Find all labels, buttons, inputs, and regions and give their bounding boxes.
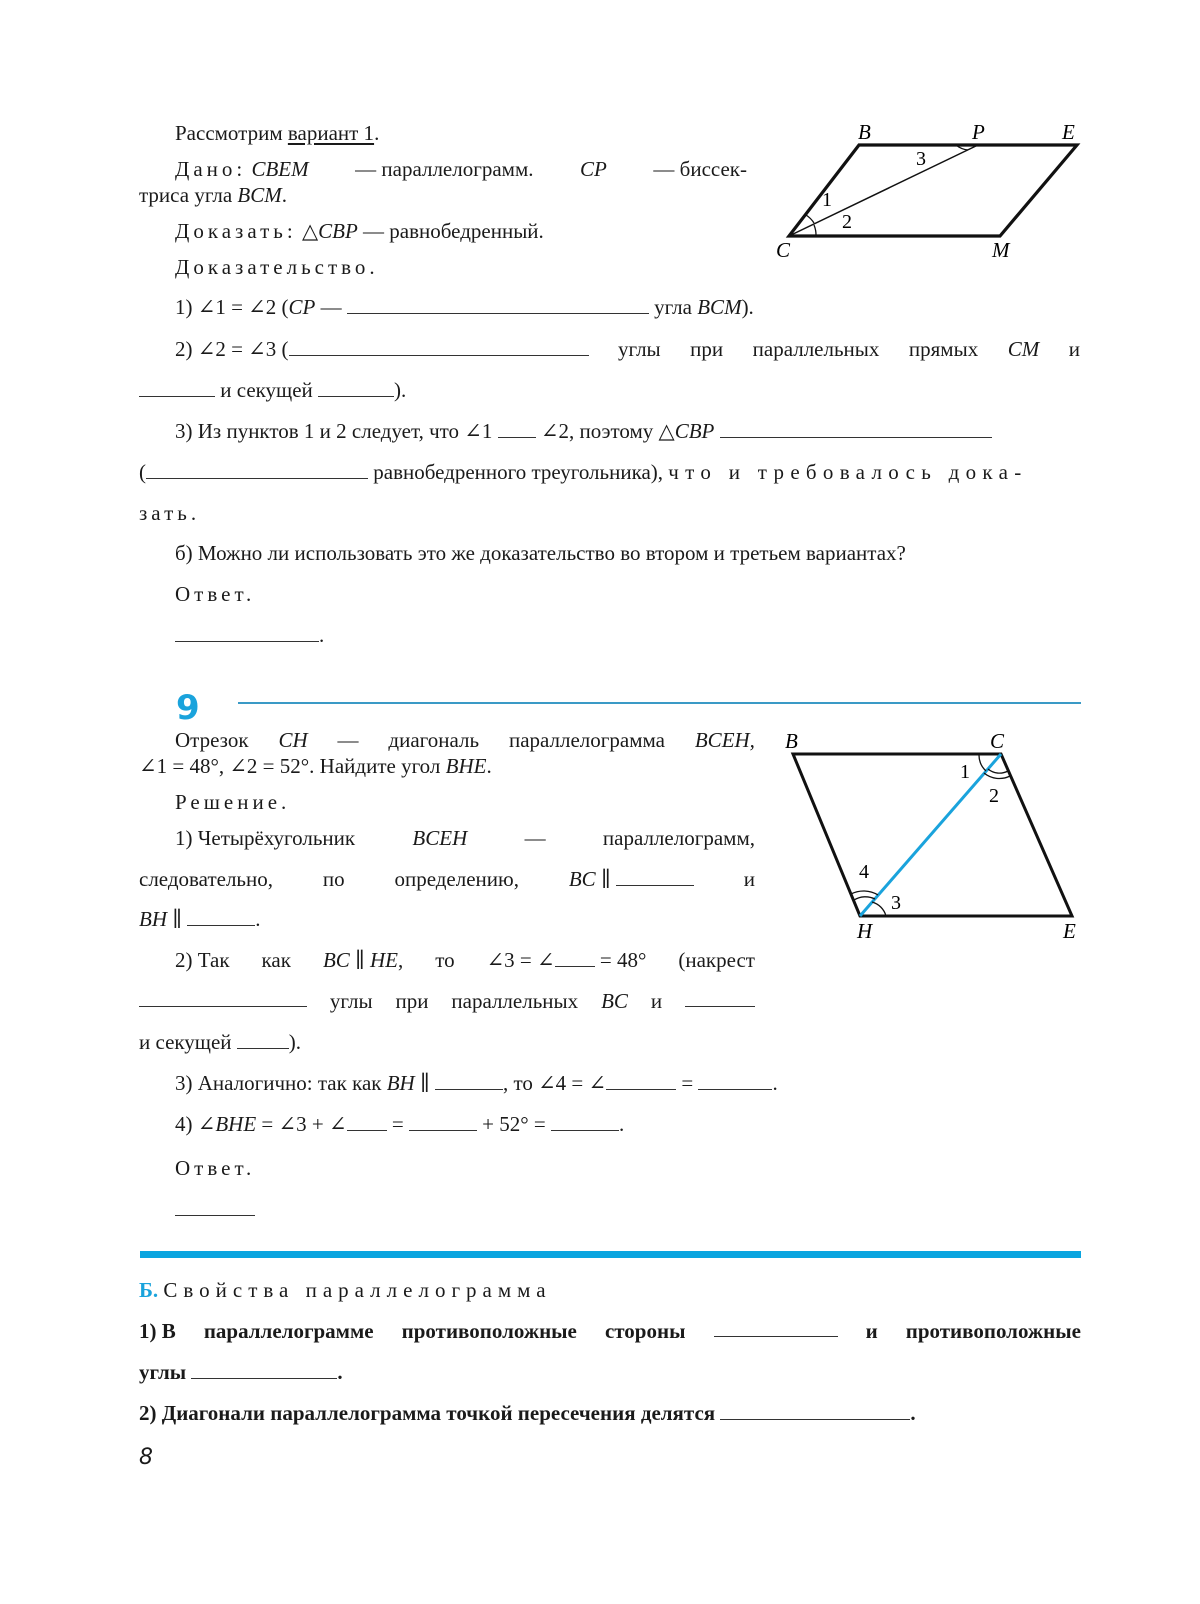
answer-blank[interactable] — [698, 1071, 772, 1090]
vertex-m-label: M — [992, 238, 1010, 262]
p2-text: 2) Диагонали параллелограмма точкой пересечения делятся — [139, 1401, 721, 1425]
answer-blank[interactable] — [187, 907, 255, 926]
answer-blank[interactable] — [289, 337, 589, 356]
step1-text: 1) ∠1 = ∠2 ( — [175, 295, 289, 319]
answer-blank[interactable] — [551, 1112, 619, 1131]
angle-3-label: 3 — [891, 892, 901, 914]
parallel-symbol: ∥ — [595, 867, 616, 891]
prove-label: Доказать: — [175, 219, 297, 243]
answer-blank[interactable] — [606, 1071, 676, 1090]
step1-dash: — — [315, 295, 347, 319]
s3-text: 3) Аналогично: так как — [175, 1071, 387, 1095]
solution-step-2-end — [139, 1029, 301, 1055]
given-figure: CBEM — [251, 157, 309, 181]
s2-word: при — [395, 989, 429, 1013]
angle-2-label: 2 — [989, 785, 999, 807]
intro-text: Рассмотрим — [175, 121, 288, 145]
task-divider — [238, 702, 1081, 704]
angle-4-arc-outer — [851, 891, 878, 895]
answer-blank[interactable] — [435, 1071, 503, 1090]
step3-text-2: ∠2, поэтому △ — [535, 419, 675, 443]
answer-blank[interactable] — [237, 1030, 289, 1049]
angle-1-label: 1 — [822, 189, 832, 211]
cond-word: диагональ — [388, 728, 480, 752]
s1-period: . — [255, 907, 261, 931]
step3-text: 3) Из пунктов 1 и 2 следует, что ∠1 — [175, 419, 498, 443]
step1-angle: BCM — [697, 295, 742, 319]
s1-word: по — [322, 867, 345, 891]
cond-segment: CH — [278, 728, 308, 752]
s1-text: 1) Четырёхугольник — [175, 826, 356, 850]
p1-word: стороны — [604, 1319, 686, 1343]
s2-value: = 48° — [594, 948, 647, 972]
task9-answer-label: Ответ. — [175, 1156, 256, 1180]
s2-word: параллельных — [451, 989, 579, 1013]
p1-word: В — [161, 1319, 176, 1343]
step2-line: CM — [1007, 337, 1040, 361]
angle-1-label: 1 — [960, 761, 970, 783]
s2-word: как — [261, 948, 291, 972]
step2-text: 2) ∠2 = ∠3 ( — [175, 337, 289, 361]
solution-step-1-end — [139, 906, 260, 932]
answer-blank[interactable] — [409, 1112, 477, 1131]
given-line-1 — [175, 156, 747, 182]
angle-3-label: 3 — [916, 148, 926, 170]
step1-text-2: угла — [648, 295, 698, 319]
parallel-symbol: ∥ — [414, 1071, 435, 1095]
prove-text: — равнобедренный. — [357, 219, 544, 243]
answer-label: Ответ. — [175, 582, 256, 606]
answer-blank[interactable] — [139, 378, 215, 397]
angle-4-arc-inner — [854, 897, 875, 900]
s1-segment-2: BH — [139, 907, 167, 931]
answer-blank[interactable] — [720, 1401, 910, 1420]
section-title: Свойства параллелограмма — [163, 1278, 552, 1302]
vertex-h-label: H — [857, 919, 873, 943]
step3-text-3: равнобедренного треугольника), — [368, 460, 669, 484]
solution-step-1 — [175, 825, 755, 851]
s2-segment: BC — [322, 948, 350, 972]
s2-word: (накрест — [678, 948, 755, 972]
s2-end: ). — [288, 1030, 302, 1054]
s1-word: определению, — [394, 867, 519, 891]
angle-2-arc — [814, 225, 816, 236]
angle-1-arc — [806, 215, 814, 223]
variant-1-link[interactable]: вариант 1 — [287, 121, 375, 145]
s2-word: углы — [329, 989, 373, 1013]
cond-word: параллелограмма — [508, 728, 665, 752]
s3-period: . — [772, 1071, 778, 1095]
given-period: . — [281, 183, 287, 207]
given-angle: BCM — [237, 183, 282, 207]
angle-2-arc-inner — [988, 769, 1008, 773]
answer-blank[interactable] — [616, 867, 694, 886]
vertex-b-label: B — [858, 120, 871, 144]
s4-angle: BHE — [215, 1112, 257, 1136]
step2-word: параллельных — [752, 337, 880, 361]
vertex-c-label: C — [990, 729, 1005, 753]
cond-figure: BCEH, — [694, 728, 755, 752]
property-1 — [139, 1318, 1081, 1344]
given-text-2: — биссек- — [653, 157, 747, 181]
section-letter: Б. — [139, 1278, 159, 1302]
s1-dash: — — [524, 826, 546, 850]
answer-blank[interactable] — [139, 988, 307, 1007]
answer-blank[interactable] — [714, 1318, 838, 1337]
proof-step-3-cont — [139, 459, 1081, 485]
s2-comma: , — [397, 948, 404, 972]
solution-step-2 — [175, 947, 755, 973]
step2-word: и — [1068, 337, 1080, 361]
given-line-2 — [139, 182, 287, 208]
p1-word: 1) — [139, 1319, 157, 1343]
s2-angle: ∠3 = ∠ — [486, 948, 555, 972]
intro-line — [175, 120, 379, 146]
answer-blank[interactable] — [347, 1112, 387, 1131]
answer-blank[interactable] — [685, 988, 755, 1007]
s4-text: 4) ∠ — [175, 1112, 216, 1136]
given-text-3: триса угла — [139, 183, 238, 207]
s2-text: и секущей — [139, 1030, 237, 1054]
section-divider — [140, 1251, 1081, 1258]
step2-word: при — [690, 337, 724, 361]
parallel-symbol: ∥ — [349, 948, 370, 972]
p1-text: углы — [139, 1360, 192, 1384]
answer-blank[interactable] — [555, 948, 595, 967]
angle-1-arc — [979, 754, 986, 771]
step3-qed: что и требовалось дока- — [668, 460, 1028, 484]
question-b: б) Можно ли использовать это же доказательство во втором и третьем вариантах? — [175, 541, 906, 565]
given-text: — параллелограмм. — [355, 157, 534, 181]
property-2 — [139, 1400, 916, 1426]
given-segment: CP — [580, 157, 607, 181]
step3-qed-end: зать. — [139, 501, 201, 525]
parallel-symbol: ∥ — [167, 907, 188, 931]
intro-period: . — [374, 121, 380, 145]
open-paren: ( — [139, 460, 146, 484]
solution-label: Решение. — [175, 790, 291, 814]
prove-triangle: CBP — [318, 219, 358, 243]
task9-answer-line — [175, 1196, 255, 1222]
proof-step-3 — [175, 418, 992, 444]
s1-word: параллелограмм, — [602, 826, 755, 850]
cond-period: . — [486, 754, 492, 778]
step2-word: углы — [618, 337, 661, 361]
solution-step-1-cont — [139, 866, 755, 892]
s2-segment-2: HE — [369, 948, 398, 972]
step2-text-2: и секущей — [215, 378, 319, 402]
step2-end: ). — [394, 378, 407, 402]
cond-word: Отрезок — [175, 728, 249, 752]
cond-angle: BHE — [445, 754, 487, 778]
answer-blank[interactable] — [175, 1197, 255, 1216]
answer-period: . — [319, 623, 325, 647]
task9-condition-1 — [175, 727, 755, 753]
s4-text-2: = ∠3 + ∠ — [256, 1112, 347, 1136]
s2-word: то — [435, 948, 455, 972]
page-number: 8 — [139, 1445, 153, 1470]
cond-dash: — — [337, 728, 359, 752]
solution-step-4 — [175, 1111, 624, 1137]
s2-word: 2) Так — [175, 948, 230, 972]
cond-text: ∠1 = 48°, ∠2 = 52°. Найдите угол — [139, 754, 446, 778]
answer-blank[interactable] — [347, 295, 649, 314]
s3-equals: = — [676, 1071, 699, 1095]
s1-segment: BC — [568, 867, 596, 891]
proof-step-2-cont — [139, 377, 406, 403]
answer-blank[interactable] — [146, 460, 368, 479]
proof-step-1 — [175, 294, 754, 320]
vertex-p-label: P — [972, 120, 985, 144]
s1-word: и — [743, 867, 755, 891]
property-1-cont — [139, 1359, 343, 1385]
p1-word: и — [865, 1319, 878, 1343]
answer-blank[interactable] — [720, 419, 992, 438]
p1-period: . — [337, 1360, 343, 1384]
p1-word: противоположные — [401, 1319, 577, 1343]
angle-2-arc-outer — [984, 773, 1010, 779]
answer-blank[interactable] — [498, 419, 536, 438]
proof-label: Доказательство. — [175, 255, 379, 279]
step1-segment: CP — [288, 295, 316, 319]
answer-blank[interactable] — [318, 378, 394, 397]
section-b-heading — [139, 1277, 552, 1303]
s2-word: и — [650, 989, 663, 1013]
parallelogram-bceh-figure — [775, 728, 1095, 948]
diagonal-ch — [860, 754, 1001, 916]
angle-4-label: 4 — [859, 861, 869, 883]
parallelogram-outline — [789, 145, 1077, 236]
vertex-c-label: C — [776, 238, 791, 262]
s4-equals: = — [386, 1112, 409, 1136]
solution-step-3 — [175, 1070, 778, 1096]
angle-3-arc — [872, 902, 886, 916]
s1-word: следовательно, — [139, 867, 273, 891]
s4-period: . — [619, 1112, 625, 1136]
vertex-e-label: E — [1063, 919, 1076, 943]
triangle-symbol: △ — [301, 219, 319, 243]
p2-period: . — [910, 1401, 916, 1425]
task-number: 9 — [176, 688, 200, 728]
vertex-e-label: E — [1062, 120, 1075, 144]
answer-blank[interactable] — [175, 623, 319, 642]
angle-2-label: 2 — [842, 211, 852, 233]
answer-blank[interactable] — [191, 1360, 337, 1379]
parallelogram-cbem-figure — [770, 115, 1110, 275]
s2-segment-3: BC — [601, 989, 628, 1013]
task9-condition-2 — [139, 753, 492, 779]
step1-end: ). — [741, 295, 754, 319]
parallelogram-outline — [793, 754, 1072, 916]
s3-text-2: , то ∠4 = ∠ — [502, 1071, 607, 1095]
s1-figure: BCEH — [412, 826, 468, 850]
vertex-b-label: B — [785, 729, 798, 753]
bisector-cp — [789, 145, 978, 236]
given-label: Дано: — [175, 157, 247, 181]
solution-step-2-cont — [139, 988, 755, 1014]
step3-triangle: CBP — [674, 419, 715, 443]
p1-word: противоположные — [905, 1319, 1081, 1343]
p1-word: параллелограмме — [203, 1319, 374, 1343]
proof-step-2 — [175, 336, 1080, 362]
s4-text-3: + 52° = — [476, 1112, 551, 1136]
s3-segment: BH — [386, 1071, 415, 1095]
prove-line — [175, 218, 544, 244]
answer-line — [175, 622, 324, 648]
step2-word: прямых — [908, 337, 979, 361]
